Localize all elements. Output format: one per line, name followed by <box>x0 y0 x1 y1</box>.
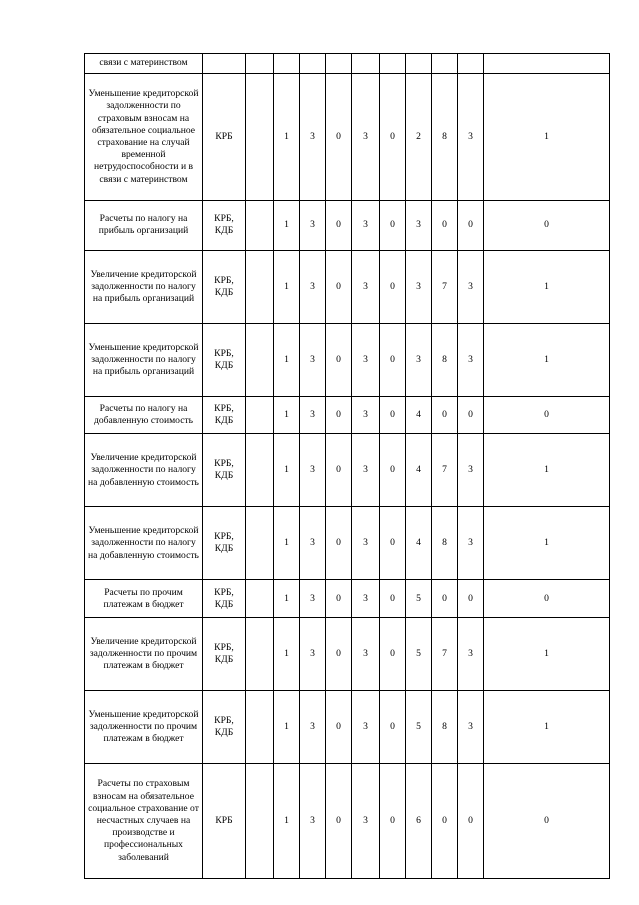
table-row <box>85 507 610 580</box>
account-code-digit-cell: 3 <box>300 74 326 201</box>
account-code-digit-cell: 1 <box>274 74 300 201</box>
account-code-digit-cell: 0 <box>432 201 458 251</box>
table-row <box>85 323 610 396</box>
account-type-cell: КРБ, КДБ <box>203 250 246 323</box>
account-type-cell: КРБ, КДБ <box>203 201 246 251</box>
table-row <box>85 54 610 74</box>
account-code-digit-cell <box>432 54 458 74</box>
table-row <box>85 691 610 764</box>
account-code-digit-cell: 3 <box>406 201 432 251</box>
account-code-digit-cell: 3 <box>352 580 380 618</box>
account-code-digit-cell: 0 <box>484 396 610 434</box>
account-code-digit-cell: 0 <box>326 691 352 764</box>
account-code-digit-cell: 3 <box>458 250 484 323</box>
account-code-digit-cell: 0 <box>380 507 406 580</box>
table-row <box>85 580 610 618</box>
account-code-digit-cell: 7 <box>432 434 458 507</box>
account-type-cell: КРБ, КДБ <box>203 580 246 618</box>
account-code-digit-cell: 4 <box>406 396 432 434</box>
empty-cell <box>246 201 274 251</box>
empty-cell <box>246 507 274 580</box>
account-code-digit-cell: 5 <box>406 691 432 764</box>
account-code-digit-cell: 3 <box>352 396 380 434</box>
account-code-digit-cell: 8 <box>432 691 458 764</box>
account-code-digit-cell: 3 <box>300 250 326 323</box>
account-code-digit-cell: 3 <box>352 434 380 507</box>
account-name-cell: Расчеты по налогу на добавленную стоимость <box>85 396 203 434</box>
account-code-digit-cell: 0 <box>432 764 458 879</box>
empty-cell <box>246 54 274 74</box>
account-type-cell <box>203 54 246 74</box>
account-code-digit-cell: 0 <box>380 396 406 434</box>
account-type-cell: КРБ <box>203 764 246 879</box>
account-type-cell: КРБ <box>203 74 246 201</box>
account-code-digit-cell: 1 <box>484 74 610 201</box>
account-name-cell: Уменьшение кредиторской задолженности по налогу на добавленную стоимость <box>85 507 203 580</box>
account-code-digit-cell: 0 <box>484 764 610 879</box>
account-code-digit-cell: 1 <box>274 580 300 618</box>
table-row <box>85 618 610 691</box>
account-code-digit-cell: 6 <box>406 764 432 879</box>
empty-cell <box>246 250 274 323</box>
account-code-digit-cell: 1 <box>274 507 300 580</box>
account-code-digit-cell: 0 <box>432 580 458 618</box>
account-code-digit-cell: 3 <box>300 691 326 764</box>
account-code-digit-cell: 8 <box>432 507 458 580</box>
account-name-cell: Расчеты по налогу на прибыль организаций <box>85 201 203 251</box>
account-code-digit-cell <box>406 54 432 74</box>
account-code-digit-cell: 0 <box>458 201 484 251</box>
account-code-digit-cell <box>274 54 300 74</box>
account-type-cell: КРБ, КДБ <box>203 396 246 434</box>
account-code-digit-cell: 0 <box>326 618 352 691</box>
account-name-cell: Уменьшение кредиторской задолженности по прочим платежам в бюджет <box>85 691 203 764</box>
account-type-cell: КРБ, КДБ <box>203 434 246 507</box>
account-code-digit-cell: 0 <box>380 764 406 879</box>
account-name-cell: Уменьшение кредиторской задолженности по страховым взносам на обязательное социальное страхование на случай временной нетрудоспособности и в связи с материнством <box>85 74 203 201</box>
account-code-digit-cell: 0 <box>326 201 352 251</box>
account-code-digit-cell: 0 <box>326 323 352 396</box>
account-type-cell: КРБ, КДБ <box>203 323 246 396</box>
account-code-digit-cell: 1 <box>274 323 300 396</box>
table-row <box>85 396 610 434</box>
account-code-digit-cell: 4 <box>406 507 432 580</box>
account-code-digit-cell: 0 <box>326 250 352 323</box>
account-name-cell: Увеличение кредиторской задолженности по прочим платежам в бюджет <box>85 618 203 691</box>
account-name-cell: Увеличение кредиторской задолженности по налогу на прибыль организаций <box>85 250 203 323</box>
account-code-digit-cell: 3 <box>458 434 484 507</box>
account-code-digit-cell: 0 <box>458 396 484 434</box>
account-code-digit-cell: 3 <box>458 618 484 691</box>
account-name-cell: Расчеты по страховым взносам на обязательное социальное страхование от несчастных случаев на производстве и профессиональных заболеваний <box>85 764 203 879</box>
account-code-digit-cell: 0 <box>326 396 352 434</box>
account-code-digit-cell: 3 <box>300 764 326 879</box>
table-row <box>85 74 610 201</box>
account-code-digit-cell: 3 <box>352 618 380 691</box>
account-code-digit-cell: 3 <box>300 580 326 618</box>
empty-cell <box>246 580 274 618</box>
account-code-digit-cell: 3 <box>352 764 380 879</box>
account-name-cell: Увеличение кредиторской задолженности по налогу на добавленную стоимость <box>85 434 203 507</box>
account-code-digit-cell <box>300 54 326 74</box>
account-code-digit-cell: 0 <box>458 764 484 879</box>
account-code-digit-cell: 2 <box>406 74 432 201</box>
account-code-digit-cell: 0 <box>326 434 352 507</box>
account-code-digit-cell: 1 <box>484 250 610 323</box>
account-code-digit-cell: 0 <box>380 434 406 507</box>
account-code-digit-cell: 3 <box>406 323 432 396</box>
account-code-digit-cell <box>484 54 610 74</box>
account-code-digit-cell: 1 <box>274 201 300 251</box>
account-code-digit-cell: 0 <box>380 618 406 691</box>
account-code-digit-cell: 1 <box>484 618 610 691</box>
account-code-digit-cell <box>458 54 484 74</box>
account-code-digit-cell: 3 <box>300 434 326 507</box>
account-code-digit-cell: 3 <box>352 201 380 251</box>
empty-cell <box>246 74 274 201</box>
account-type-cell: КРБ, КДБ <box>203 691 246 764</box>
account-name-cell: Расчеты по прочим платежам в бюджет <box>85 580 203 618</box>
account-code-digit-cell: 3 <box>352 250 380 323</box>
empty-cell <box>246 764 274 879</box>
account-code-digit-cell: 1 <box>484 323 610 396</box>
account-code-digit-cell: 7 <box>432 250 458 323</box>
account-code-digit-cell: 3 <box>300 618 326 691</box>
account-code-digit-cell: 1 <box>274 691 300 764</box>
table-row <box>85 434 610 507</box>
empty-cell <box>246 323 274 396</box>
account-code-digit-cell: 3 <box>300 396 326 434</box>
account-code-digit-cell: 0 <box>326 580 352 618</box>
account-code-digit-cell: 0 <box>432 396 458 434</box>
empty-cell <box>246 434 274 507</box>
account-code-digit-cell: 3 <box>458 74 484 201</box>
account-type-cell: КРБ, КДБ <box>203 507 246 580</box>
account-code-digit-cell: 0 <box>380 250 406 323</box>
account-code-digit-cell: 0 <box>484 201 610 251</box>
account-code-digit-cell <box>326 54 352 74</box>
empty-cell <box>246 618 274 691</box>
account-code-digit-cell: 5 <box>406 580 432 618</box>
account-code-digit-cell: 0 <box>380 74 406 201</box>
account-code-digit-cell: 3 <box>300 507 326 580</box>
account-code-digit-cell: 3 <box>300 201 326 251</box>
table-row <box>85 201 610 251</box>
empty-cell <box>246 691 274 764</box>
account-code-digit-cell: 3 <box>458 507 484 580</box>
account-code-digit-cell: 1 <box>274 250 300 323</box>
account-code-digit-cell: 0 <box>380 580 406 618</box>
account-code-digit-cell: 3 <box>352 74 380 201</box>
account-code-digit-cell: 0 <box>380 323 406 396</box>
table-body <box>85 54 610 879</box>
account-code-digit-cell: 1 <box>484 691 610 764</box>
account-code-digit-cell: 0 <box>326 764 352 879</box>
account-code-digit-cell: 1 <box>274 618 300 691</box>
account-code-digit-cell: 3 <box>352 691 380 764</box>
account-code-digit-cell: 4 <box>406 434 432 507</box>
account-code-digit-cell: 1 <box>484 434 610 507</box>
account-code-digit-cell: 1 <box>274 764 300 879</box>
account-code-digit-cell: 8 <box>432 74 458 201</box>
account-type-cell: КРБ, КДБ <box>203 618 246 691</box>
empty-cell <box>246 396 274 434</box>
account-code-digit-cell: 3 <box>458 323 484 396</box>
table-row <box>85 250 610 323</box>
account-code-digit-cell: 0 <box>458 580 484 618</box>
account-code-digit-cell: 3 <box>458 691 484 764</box>
account-name-cell: связи с материнством <box>85 54 203 74</box>
account-code-digit-cell: 1 <box>274 434 300 507</box>
account-code-digit-cell: 3 <box>352 507 380 580</box>
account-code-digit-cell: 1 <box>274 396 300 434</box>
account-code-digit-cell: 7 <box>432 618 458 691</box>
account-code-digit-cell: 3 <box>300 323 326 396</box>
account-code-digit-cell: 0 <box>484 580 610 618</box>
account-code-digit-cell: 0 <box>380 201 406 251</box>
accounts-table <box>84 53 610 879</box>
account-code-digit-cell: 0 <box>326 74 352 201</box>
account-code-digit-cell: 0 <box>326 507 352 580</box>
account-code-digit-cell: 8 <box>432 323 458 396</box>
account-code-digit-cell: 1 <box>484 507 610 580</box>
account-code-digit-cell <box>380 54 406 74</box>
table-row <box>85 764 610 879</box>
account-code-digit-cell: 3 <box>406 250 432 323</box>
account-name-cell: Уменьшение кредиторской задолженности по налогу на прибыль организаций <box>85 323 203 396</box>
account-code-digit-cell: 5 <box>406 618 432 691</box>
account-code-digit-cell: 3 <box>352 323 380 396</box>
account-code-digit-cell: 0 <box>380 691 406 764</box>
account-code-digit-cell <box>352 54 380 74</box>
